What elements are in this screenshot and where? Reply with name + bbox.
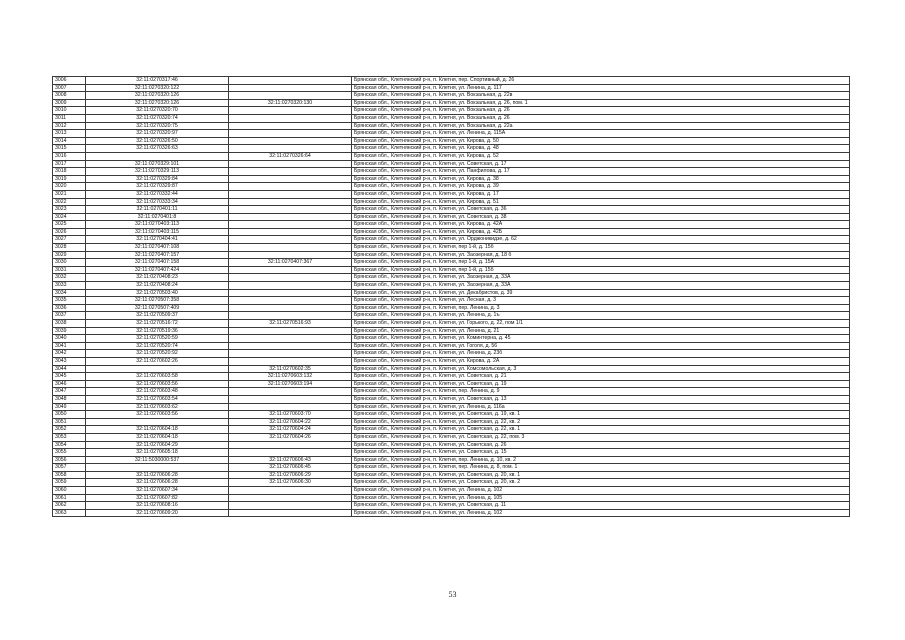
table-row [53, 335, 850, 343]
cadastral-number-cell: 32:11:0270317:46 [86, 77, 229, 85]
table-row [53, 152, 850, 160]
table-row [53, 365, 850, 373]
row-number-cell: 3054 [53, 441, 86, 449]
row-number-cell: 3062 [53, 502, 86, 510]
table-row [53, 198, 850, 206]
row-number-cell: 3006 [53, 77, 86, 85]
row-number-cell: 3019 [53, 175, 86, 183]
cadastral-number-cell: 32:11:0270604:18 [86, 426, 229, 434]
table-row [53, 114, 850, 122]
address-cell: Брянская обл., Клетнянский р-н, п. Клетня, ул. Ленина, д. 1ъ [352, 312, 850, 320]
address-cell: Брянская обл., Клетнянский р-н, п. Клетня, пер 1-й, д. 15б [352, 266, 850, 274]
table-row [53, 388, 850, 396]
table-row [53, 183, 850, 191]
cadastral-number-cell: 32:11:0270519:36 [86, 327, 229, 335]
cadastral-number-cell: 32:11:0270520:92 [86, 350, 229, 358]
cadastral-number-cell: 32:11:0270602:26 [86, 357, 229, 365]
address-cell: Брянская обл., Клетнянский р-н, п. Клетня, ул. Ленина, д. 102 [352, 487, 850, 495]
cadastral-number-cell: 32:11:0270408:23 [86, 274, 229, 282]
address-cell: Брянская обл., Клетнянский р-н, п. Клетня, ул. Заозерная, д. 33А [352, 282, 850, 290]
row-number-cell: 3008 [53, 92, 86, 100]
object-cadastral-number-cell [229, 350, 352, 358]
row-number-cell: 3061 [53, 494, 86, 502]
cadastral-number-cell: 32:11:0270407:157 [86, 251, 229, 259]
cadastral-number-cell: 32:11:0270320:75 [86, 122, 229, 130]
object-cadastral-number-cell [229, 297, 352, 305]
row-number-cell: 3042 [53, 350, 86, 358]
address-cell: Брянская обл., Клетнянский р-н, п. Клетня, ул. Вокзальная, д. 22а [352, 122, 850, 130]
object-cadastral-number-cell: 32:11:0270407:367 [229, 259, 352, 267]
object-cadastral-number-cell [229, 502, 352, 510]
table-row [53, 456, 850, 464]
row-number-cell: 3012 [53, 122, 86, 130]
table-row [53, 380, 850, 388]
table-row [53, 304, 850, 312]
table-row [53, 77, 850, 85]
object-cadastral-number-cell: 32:11:0270606:30 [229, 479, 352, 487]
row-number-cell: 3009 [53, 99, 86, 107]
row-number-cell: 3010 [53, 107, 86, 115]
row-number-cell: 3035 [53, 297, 86, 305]
object-cadastral-number-cell [229, 206, 352, 214]
row-number-cell: 3060 [53, 487, 86, 495]
address-cell: Брянская обл., Клетнянский р-н, п. Клетня, ул. Вокзальная, д. 22в [352, 92, 850, 100]
object-cadastral-number-cell [229, 289, 352, 297]
table-row [53, 122, 850, 130]
object-cadastral-number-cell [229, 487, 352, 495]
cadastral-number-cell: 32:11:0270320:126 [86, 99, 229, 107]
table-row [53, 411, 850, 419]
table-row [53, 259, 850, 267]
address-cell: Брянская обл., Клетнянский р-н, п. Клетня, ул. Ленина, д. 115А [352, 130, 850, 138]
object-cadastral-number-cell [229, 274, 352, 282]
cadastral-number-cell: 32:11:0270329:113 [86, 168, 229, 176]
cadastral-number-cell: 32:11:0270404:41 [86, 236, 229, 244]
row-number-cell: 3040 [53, 335, 86, 343]
object-cadastral-number-cell [229, 122, 352, 130]
row-number-cell: 3050 [53, 411, 86, 419]
cadastral-number-cell: 32:11:0270606:28 [86, 479, 229, 487]
address-cell: Брянская обл., Клетнянский р-н, п. Клетня, ул. Коминтерна, д. 45 [352, 335, 850, 343]
cadastral-number-cell: 32:11:0270516:72 [86, 320, 229, 328]
object-cadastral-number-cell [229, 145, 352, 153]
object-cadastral-number-cell [229, 403, 352, 411]
object-cadastral-number-cell [229, 494, 352, 502]
cadastral-number-cell: 32:11:0270320:126 [86, 92, 229, 100]
row-number-cell: 3034 [53, 289, 86, 297]
table-row [53, 160, 850, 168]
table-row [53, 274, 850, 282]
object-cadastral-number-cell [229, 244, 352, 252]
cadastral-number-cell: 32:11:0270507:409 [86, 304, 229, 312]
row-number-cell: 3014 [53, 137, 86, 145]
object-cadastral-number-cell [229, 190, 352, 198]
row-number-cell: 3048 [53, 395, 86, 403]
cadastral-number-cell: 32:11:0270403:115 [86, 228, 229, 236]
row-number-cell: 3043 [53, 357, 86, 365]
row-number-cell: 3029 [53, 251, 86, 259]
cadastral-number-cell: 32:11:0270326:50 [86, 137, 229, 145]
address-cell: Брянская обл., Клетнянский р-н, п. Клетня, ул. Советская, д. 17 [352, 160, 850, 168]
table-row [53, 373, 850, 381]
table-row [53, 168, 850, 176]
table-row [53, 441, 850, 449]
table-row [53, 403, 850, 411]
table-row [53, 449, 850, 457]
table-row [53, 327, 850, 335]
object-cadastral-number-cell: 32:11:0270602:35 [229, 365, 352, 373]
address-cell: Брянская обл., Клетнянский р-н, п. Клетня, пер. Спортивный, д. 26 [352, 77, 850, 85]
row-number-cell: 3037 [53, 312, 86, 320]
address-cell: Брянская обл., Клетнянский р-н, п. Клетня, ул. Кирова, д. 48 [352, 145, 850, 153]
row-number-cell: 3046 [53, 380, 86, 388]
cadastral-number-cell: 32:11:0270407:424 [86, 266, 229, 274]
address-cell: Брянская обл., Клетнянский р-н, п. Клетня, ул. Советская, д. 20, кв. 2 [352, 479, 850, 487]
address-cell: Брянская обл., Клетнянский р-н, п. Клетня, ул. Комсомольская, д. 3 [352, 365, 850, 373]
object-cadastral-number-cell [229, 312, 352, 320]
table-row [53, 494, 850, 502]
address-cell: Брянская обл., Клетнянский р-н, п. Клетня, ул. Вокзальная, д. 26 [352, 107, 850, 115]
table-row [53, 266, 850, 274]
table-row [53, 92, 850, 100]
address-cell: Брянская обл., Клетнянский р-н, п. Клетня, пер 1-й, д. 15б [352, 244, 850, 252]
address-cell: Брянская обл., Клетнянский р-н, п. Клетня, ул. Кирова, д. 2А [352, 357, 850, 365]
table-row [53, 221, 850, 229]
object-cadastral-number-cell [229, 213, 352, 221]
object-cadastral-number-cell [229, 228, 352, 236]
object-cadastral-number-cell [229, 236, 352, 244]
address-cell: Брянская обл., Клетнянский р-н, п. Клетня, ул. Декабристов, д. 39 [352, 289, 850, 297]
row-number-cell: 3027 [53, 236, 86, 244]
row-number-cell: 3016 [53, 152, 86, 160]
table-row [53, 487, 850, 495]
cadastral-number-cell: 32:11:0270606:28 [86, 471, 229, 479]
cadastral-number-cell: 32:11:0270603:58 [86, 373, 229, 381]
object-cadastral-number-cell [229, 84, 352, 92]
cadastral-number-cell: 32:11:0270603:62 [86, 403, 229, 411]
object-cadastral-number-cell [229, 198, 352, 206]
address-cell: Брянская обл., Клетнянский р-н, п. Клетня, ул. Панфилова, д. 17 [352, 168, 850, 176]
table-row [53, 236, 850, 244]
row-number-cell: 3032 [53, 274, 86, 282]
row-number-cell: 3018 [53, 168, 86, 176]
row-number-cell: 3038 [53, 320, 86, 328]
cadastral-number-cell: 32:11:0270408:24 [86, 282, 229, 290]
row-number-cell: 3028 [53, 244, 86, 252]
object-cadastral-number-cell [229, 92, 352, 100]
object-cadastral-number-cell [229, 168, 352, 176]
table-row [53, 99, 850, 107]
table-row [53, 137, 850, 145]
address-cell: Брянская обл., Клетнянский р-н, п. Клетня, ул. Советская, д. 19 [352, 380, 850, 388]
object-cadastral-number-cell: 32:11:0270606:45 [229, 464, 352, 472]
row-number-cell: 3013 [53, 130, 86, 138]
cadastral-number-cell: 32:11:0270607:34 [86, 487, 229, 495]
table-row [53, 145, 850, 153]
cadastral-number-cell: 32:11:0270320:70 [86, 107, 229, 115]
cadastral-number-cell [86, 418, 229, 426]
cadastral-number-cell: 32:11:0270608:16 [86, 502, 229, 510]
row-number-cell: 3033 [53, 282, 86, 290]
cadastral-number-cell: 32:11:0270604:18 [86, 433, 229, 441]
table-row [53, 175, 850, 183]
address-cell: Брянская обл., Клетнянский р-н, п. Клетня, ул. Советская, д. 20, кв. 1 [352, 471, 850, 479]
cadastral-number-cell: 32:11:5030000:537 [86, 456, 229, 464]
address-cell: Брянская обл., Клетнянский р-н, п. Клетня, ул. Ленина, д. 102 [352, 509, 850, 517]
row-number-cell: 3044 [53, 365, 86, 373]
cadastral-number-cell: 32:11:0270326:63 [86, 145, 229, 153]
table-row [53, 433, 850, 441]
address-cell: Брянская обл., Клетнянский р-н, п. Клетня, ул. Ленина, д. 21 [352, 327, 850, 335]
row-number-cell: 3007 [53, 84, 86, 92]
object-cadastral-number-cell [229, 327, 352, 335]
cadastral-number-cell: 32:11:0270603:56 [86, 411, 229, 419]
property-register-table [52, 76, 850, 517]
object-cadastral-number-cell [229, 266, 352, 274]
table-row [53, 509, 850, 517]
address-cell: Брянская обл., Клетнянский р-н, п. Клетня, ул. Советская, д. 15 [352, 449, 850, 457]
row-number-cell: 3011 [53, 114, 86, 122]
table-row [53, 107, 850, 115]
address-cell: Брянская обл., Клетнянский р-н, п. Клетня, ул. Ленина, д. 23б [352, 350, 850, 358]
cadastral-number-cell: 32:11:0270520:59 [86, 335, 229, 343]
object-cadastral-number-cell [229, 335, 352, 343]
object-cadastral-number-cell [229, 137, 352, 145]
address-cell: Брянская обл., Клетнянский р-н, п. Клетня, пер. Ленина, д. 10, кв. 2 [352, 456, 850, 464]
cadastral-number-cell: 32:11:0270609:20 [86, 509, 229, 517]
row-number-cell: 3049 [53, 403, 86, 411]
cadastral-number-cell: 32:11:0270503:40 [86, 289, 229, 297]
address-cell: Брянская обл., Клетнянский р-н, п. Клетня, ул. Кирова, д. 42Б [352, 228, 850, 236]
table-row [53, 418, 850, 426]
address-cell: Брянская обл., Клетнянский р-н, п. Клетня, пер. Ленина, д. 3 [352, 304, 850, 312]
object-cadastral-number-cell: 32:11:0270516:93 [229, 320, 352, 328]
address-cell: Брянская обл., Клетнянский р-н, п. Клетня, ул. Вокзальная, д. 26, пом. 1 [352, 99, 850, 107]
table-row [53, 130, 850, 138]
object-cadastral-number-cell: 32:11:0270604:22 [229, 418, 352, 426]
row-number-cell: 3047 [53, 388, 86, 396]
row-number-cell: 3063 [53, 509, 86, 517]
table-row [53, 206, 850, 214]
row-number-cell: 3052 [53, 426, 86, 434]
table-row [53, 297, 850, 305]
row-number-cell: 3024 [53, 213, 86, 221]
address-cell: Брянская обл., Клетнянский р-н, п. Клетня, ул. Горького, д. 22, пом 1/1 [352, 320, 850, 328]
cadastral-number-cell: 32:11:0270407:158 [86, 259, 229, 267]
row-number-cell: 3059 [53, 479, 86, 487]
cadastral-number-cell [86, 464, 229, 472]
object-cadastral-number-cell: 32:11:0270604:24 [229, 426, 352, 434]
object-cadastral-number-cell [229, 160, 352, 168]
row-number-cell: 3056 [53, 456, 86, 464]
table-row [53, 244, 850, 252]
table-row [53, 350, 850, 358]
row-number-cell: 3039 [53, 327, 86, 335]
row-number-cell: 3057 [53, 464, 86, 472]
cadastral-number-cell: 32:11:0270604:29 [86, 441, 229, 449]
row-number-cell: 3020 [53, 183, 86, 191]
table-row [53, 395, 850, 403]
object-cadastral-number-cell [229, 441, 352, 449]
row-number-cell: 3021 [53, 190, 86, 198]
table-row [53, 342, 850, 350]
address-cell: Брянская обл., Клетнянский р-н, п. Клетня, ул. Советская, д. 26 [352, 441, 850, 449]
row-number-cell: 3023 [53, 206, 86, 214]
row-number-cell: 3026 [53, 228, 86, 236]
cadastral-number-cell: 32:11:0270603:54 [86, 395, 229, 403]
address-cell: Брянская обл., Клетнянский р-н, п. Клетня, ул. Ленина, д. 105 [352, 494, 850, 502]
table-row [53, 357, 850, 365]
object-cadastral-number-cell [229, 304, 352, 312]
cadastral-number-cell: 32:11:0270603:48 [86, 388, 229, 396]
cadastral-number-cell: 32:11:0270607:82 [86, 494, 229, 502]
row-number-cell: 3031 [53, 266, 86, 274]
row-number-cell: 3053 [53, 433, 86, 441]
object-cadastral-number-cell: 32:11:0270603:132 [229, 373, 352, 381]
address-cell: Брянская обл., Клетнянский р-н, п. Клетня, ул. Лесная, д. 3 [352, 297, 850, 305]
row-number-cell: 3015 [53, 145, 86, 153]
row-number-cell: 3041 [53, 342, 86, 350]
address-cell: Брянская обл., Клетнянский р-н, п. Клетня, пер 1-й, д. 15А [352, 259, 850, 267]
table-row [53, 471, 850, 479]
register-body [53, 77, 850, 517]
address-cell: Брянская обл., Клетнянский р-н, п. Клетня, ул. Кирова, д. 38 [352, 175, 850, 183]
table-row [53, 502, 850, 510]
address-cell: Брянская обл., Клетнянский р-н, п. Клетня, ул. Советская, д. 19, кв. 1 [352, 411, 850, 419]
object-cadastral-number-cell [229, 130, 352, 138]
cadastral-number-cell: 32:11:0270509:37 [86, 312, 229, 320]
object-cadastral-number-cell [229, 342, 352, 350]
address-cell: Брянская обл., Клетнянский р-н, п. Клетня, ул. Заозерная, д. 18 б [352, 251, 850, 259]
object-cadastral-number-cell: 32:11:0270603:194 [229, 380, 352, 388]
address-cell: Брянская обл., Клетнянский р-н, п. Клетня, ул. Кирова, д. 52 [352, 152, 850, 160]
cadastral-number-cell: 32:11:0270401:8 [86, 213, 229, 221]
cadastral-number-cell [86, 365, 229, 373]
address-cell: Брянская обл., Клетнянский р-н, п. Клетня, ул. Заозерная, д. 33А [352, 274, 850, 282]
address-cell: Брянская обл., Клетнянский р-н, п. Клетня, ул. Кирова, д. 39 [352, 183, 850, 191]
cadastral-number-cell: 32:11:0270407:108 [86, 244, 229, 252]
address-cell: Брянская обл., Клетнянский р-н, п. Клетня, ул. Кирова, д. 42А [352, 221, 850, 229]
address-cell: Брянская обл., Клетнянский р-н, п. Клетня, ул. Кирова, д. 51 [352, 198, 850, 206]
row-number-cell: 3036 [53, 304, 86, 312]
cadastral-number-cell: 32:11:0270603:56 [86, 380, 229, 388]
address-cell: Брянская обл., Клетнянский р-н, п. Клетня, ул. Ленина, д. 116а [352, 403, 850, 411]
object-cadastral-number-cell: 32:11:0270603:70 [229, 411, 352, 419]
cadastral-number-cell: 32:11:0270329:101 [86, 160, 229, 168]
address-cell: Брянская обл., Клетнянский р-н, п. Клетня, пер. Ленина, д. 8, пом. 1 [352, 464, 850, 472]
row-number-cell: 3045 [53, 373, 86, 381]
row-number-cell: 3058 [53, 471, 86, 479]
address-cell: Брянская обл., Клетнянский р-н, п. Клетня, ул. Советская, д. 22, кв. 2 [352, 418, 850, 426]
cadastral-number-cell: 32:11:0270401:11 [86, 206, 229, 214]
cadastral-number-cell: 32:11:0270520:74 [86, 342, 229, 350]
cadastral-number-cell: 32:11:0270332:44 [86, 190, 229, 198]
table-row [53, 289, 850, 297]
cadastral-number-cell: 32:11:0270403:113 [86, 221, 229, 229]
table-row [53, 251, 850, 259]
address-cell: Брянская обл., Клетнянский р-н, п. Клетня, ул. Вокзальная, д. 26 [352, 114, 850, 122]
address-cell: Брянская обл., Клетнянский р-н, п. Клетня, ул. Советская, д. 22, кв. 1 [352, 426, 850, 434]
table-row [53, 312, 850, 320]
object-cadastral-number-cell [229, 449, 352, 457]
cadastral-number-cell: 32:11:0270320:74 [86, 114, 229, 122]
object-cadastral-number-cell [229, 388, 352, 396]
object-cadastral-number-cell [229, 114, 352, 122]
table-row [53, 479, 850, 487]
object-cadastral-number-cell [229, 357, 352, 365]
row-number-cell: 3017 [53, 160, 86, 168]
object-cadastral-number-cell [229, 395, 352, 403]
address-cell: Брянская обл., Клетнянский р-н, п. Клетня, ул. Кирова, д. 50 [352, 137, 850, 145]
cadastral-number-cell [86, 152, 229, 160]
address-cell: Брянская обл., Клетнянский р-н, п. Клетня, ул. Ленина, д. 117 [352, 84, 850, 92]
table-row [53, 320, 850, 328]
row-number-cell: 3022 [53, 198, 86, 206]
table-row [53, 228, 850, 236]
page-number: 53 [448, 590, 457, 599]
address-cell: Брянская обл., Клетнянский р-н, п. Клетня, ул. Советская, д. 13 [352, 395, 850, 403]
object-cadastral-number-cell: 32:11:0270606:43 [229, 456, 352, 464]
object-cadastral-number-cell [229, 251, 352, 259]
object-cadastral-number-cell: 32:11:0270326:64 [229, 152, 352, 160]
address-cell: Брянская обл., Клетнянский р-н, п. Клетня, ул. Кирова, д. 17 [352, 190, 850, 198]
table-row [53, 213, 850, 221]
table-row [53, 426, 850, 434]
object-cadastral-number-cell [229, 77, 352, 85]
cadastral-number-cell: 32:11:0270320:97 [86, 130, 229, 138]
address-cell: Брянская обл., Клетнянский р-н, п. Клетня, ул. Советская, д. 38 [352, 213, 850, 221]
table-row [53, 190, 850, 198]
address-cell: Брянская обл., Клетнянский р-н, п. Клетня, пер. Ленина, д. 9 [352, 388, 850, 396]
table-row [53, 282, 850, 290]
cadastral-number-cell: 32:11:0270333:34 [86, 198, 229, 206]
address-cell: Брянская обл., Клетнянский р-н, п. Клетня, ул. Гоголя, д. 56 [352, 342, 850, 350]
address-cell: Брянская обл., Клетнянский р-н, п. Клетня, ул. Советская, д. 22, пом. 3 [352, 433, 850, 441]
object-cadastral-number-cell [229, 221, 352, 229]
row-number-cell: 3051 [53, 418, 86, 426]
object-cadastral-number-cell: 32:11:0270320:130 [229, 99, 352, 107]
cadastral-number-cell: 32:11:0270507:358 [86, 297, 229, 305]
object-cadastral-number-cell [229, 509, 352, 517]
row-number-cell: 3025 [53, 221, 86, 229]
cadastral-number-cell: 32:11:0270605:18 [86, 449, 229, 457]
object-cadastral-number-cell: 32:11:0270606:29 [229, 471, 352, 479]
object-cadastral-number-cell: 32:11:0270604:26 [229, 433, 352, 441]
address-cell: Брянская обл., Клетнянский р-н, п. Клетня, ул. Советская, д. 11 [352, 502, 850, 510]
table-row [53, 464, 850, 472]
table-row [53, 84, 850, 92]
cadastral-number-cell: 32:11:0270329:87 [86, 183, 229, 191]
object-cadastral-number-cell [229, 175, 352, 183]
address-cell: Брянская обл., Клетнянский р-н, п. Клетня, ул. Советская, д. 21 [352, 373, 850, 381]
row-number-cell: 3030 [53, 259, 86, 267]
cadastral-number-cell: 32:11:0270329:84 [86, 175, 229, 183]
address-cell: Брянская обл., Клетнянский р-н, п. Клетня, ул. Советская, д. 36 [352, 206, 850, 214]
address-cell: Брянская обл., Клетнянский р-н, п. Клетня, ул. Орджоникидзе, д. 62 [352, 236, 850, 244]
cadastral-number-cell: 32:11:0270320:122 [86, 84, 229, 92]
object-cadastral-number-cell [229, 107, 352, 115]
object-cadastral-number-cell [229, 282, 352, 290]
object-cadastral-number-cell [229, 183, 352, 191]
row-number-cell: 3055 [53, 449, 86, 457]
